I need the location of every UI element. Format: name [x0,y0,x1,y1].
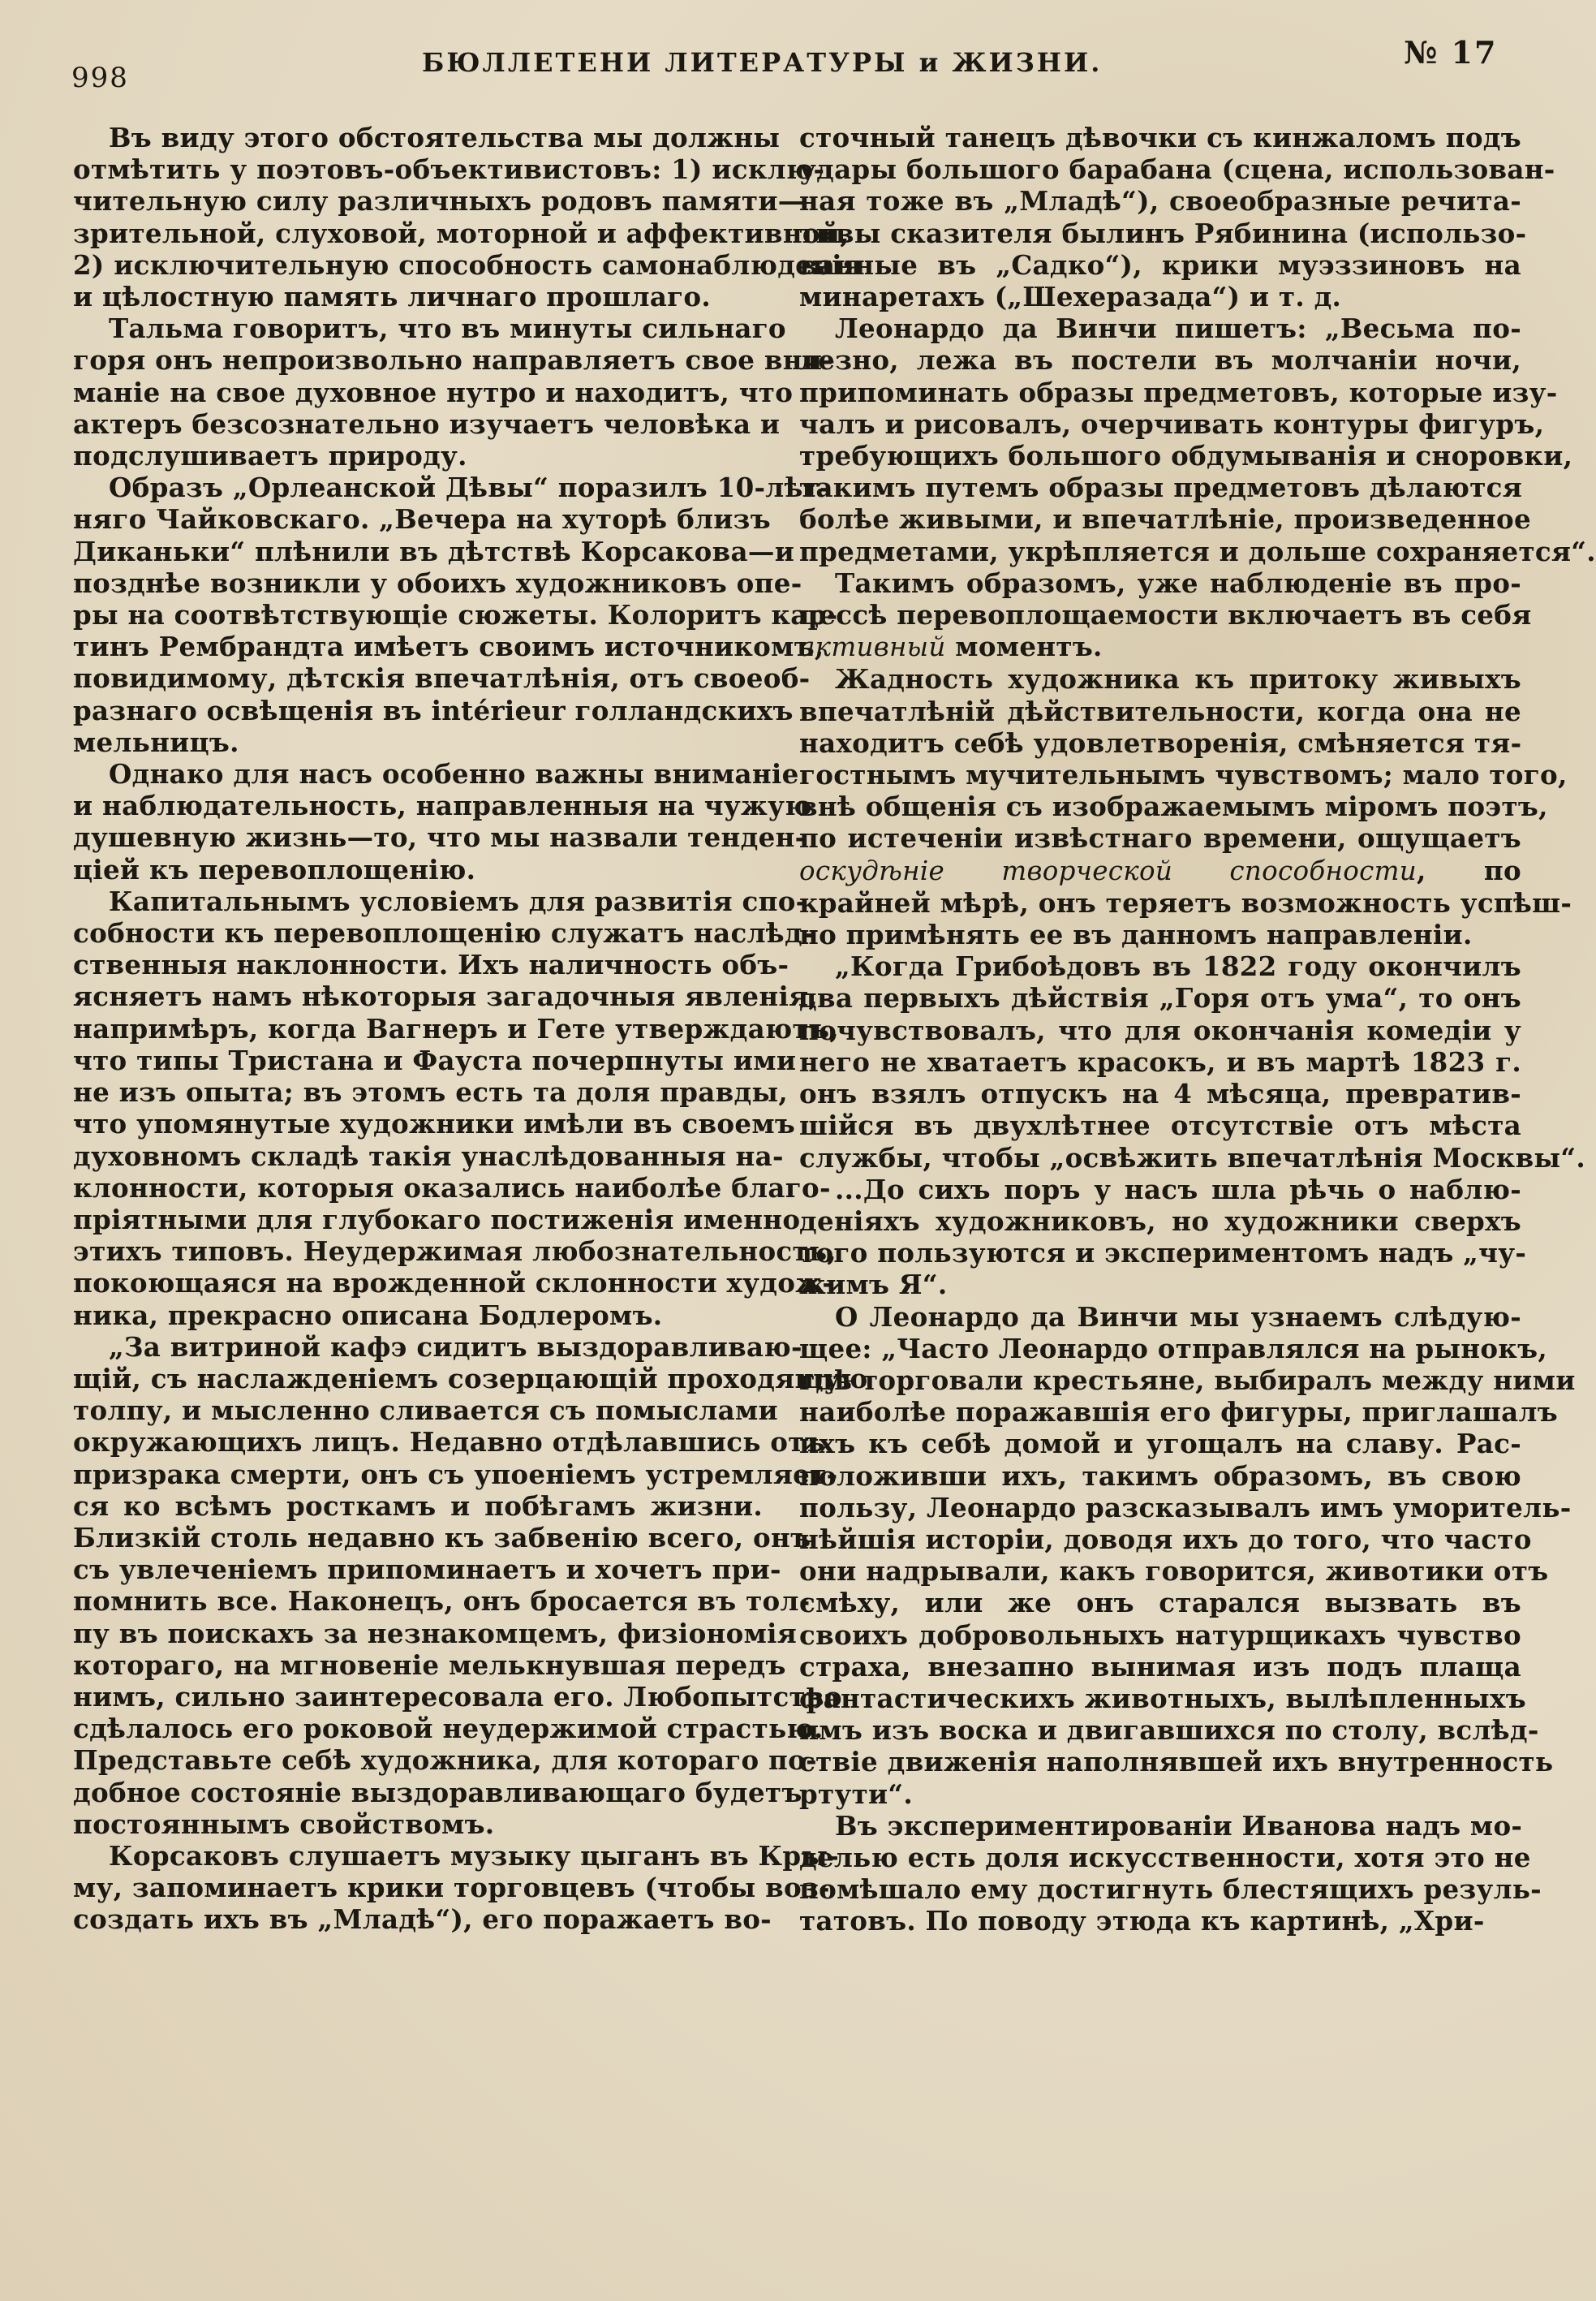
text-line: болѣе живыми, и впечатлѣніе, произведенное [799,503,1531,536]
text-line: ствіе движенія наполнявшей ихъ внутренность [799,1746,1554,1778]
text-line: тивы сказителя былинъ Рябинина (использо- [799,217,1527,249]
text-line: требующихъ большого обдумыванія и сноровки, [799,440,1573,472]
paragraph [799,663,1572,951]
text-line: му, запоминаетъ крики торговцевъ (чтобы воз- [73,1872,830,1904]
text-line: щее: „Часто Леонардо отправлялся на рынокъ, [799,1332,1547,1364]
text-line: покоющаяся на врожденной склонности худож- [73,1267,834,1299]
text-line: постояннымъ свойствомъ. [73,1808,495,1840]
text-line: что типы Тристана и Фауста почерпнуты ими [73,1044,797,1076]
text-line: ...До сихъ поръ у насъ шла рѣчь о наблю- [835,1173,1521,1205]
text-line: минаретахъ („Шехеразада“) и т. д. [799,281,1342,313]
text-line: деніяхъ художниковъ, но художники сверхъ [799,1204,1521,1237]
text-line: что упомянутые художники имѣли въ своемъ [73,1108,796,1140]
text-line: своихъ добровольныхъ натурщикахъ чувство [799,1618,1521,1651]
text-line: ника, прекрасно описана Бодлеромъ. [73,1299,663,1331]
text-line: ясняетъ намъ нѣкоторыя загадочныя явленія, [73,980,819,1013]
text-line: помѣшало ему достигнуть блестящихъ резуль- [799,1873,1542,1906]
text-line: этихъ типовъ. Неудержимая любознательность, [73,1235,837,1268]
text-line: тинъ Рембрандта имѣетъ своимъ источникомъ, [73,631,824,663]
text-line: помнить все. Наконецъ, онъ бросается въ тол- [73,1585,811,1618]
text-line: пользу, Леонардо разсказывалъ имъ уморитель- [799,1491,1572,1523]
text-line: зрительной, слуховой, моторной и аффективной, [73,217,850,249]
text-line: клонности, которыя оказались наиболѣе благо- [73,1171,831,1204]
text-line: почувствовалъ, что для окончанія комедіи у [799,1014,1521,1046]
text-line: нѣйшія исторіи, доводя ихъ до того, что часто [799,1523,1532,1555]
text-line: ственныя наклонности. Ихъ наличность объ- [73,949,789,981]
text-line: ная тоже въ „Младѣ“), своеобразные речита- [799,185,1521,218]
text-line: сточный танецъ дѣвочки съ кинжаломъ подъ [799,122,1521,153]
text-line: татовъ. По поводу этюда къ картинѣ, „Хри- [799,1905,1485,1937]
text-line: припоминать образы предметовъ, которые изу- [799,376,1558,408]
paragraph [799,122,1555,313]
paragraph [73,122,863,313]
paragraph [73,758,812,885]
paragraph [799,1300,1576,1810]
text-line: наиболѣе поражавшія его фигуры, приглашалъ [799,1396,1558,1428]
text-line: душевную жизнь—то, что мы назвали тенден- [73,821,807,854]
text-line: оскудѣніе творческой способности, по [799,854,1521,886]
paragraph [73,885,839,1331]
text-line: гостнымъ мучительнымъ чувствомъ; мало того, [799,759,1568,791]
text-line: нимъ, сильно заинтересовала его. Любопытство [73,1680,842,1713]
text-line: ихъ къ себѣ домой и угощалъ на славу. Рас- [799,1428,1521,1460]
paragraph [799,567,1532,664]
text-line: фантастическихъ животныхъ, вылѣпленныхъ [799,1682,1526,1714]
text-line: того пользуются и экспериментомъ надъ „чу- [799,1237,1527,1269]
text-line: Однако для насъ особенно важны вниманіе [109,758,799,791]
text-line: котораго, на мгновеніе мелькнувшая передъ [73,1648,786,1681]
text-line: разнаго освѣщенія въ intérieur голландскихъ [73,694,794,726]
page-number: 998 [71,62,129,94]
text-line: но примѣнять ее въ данномъ направленіи. [799,919,1473,951]
text-line: Образъ „Орлеанской Дѣвы“ поразилъ 10-лѣт- [109,472,831,504]
text-line: они надрывали, какъ говорится, животики отъ [799,1555,1549,1588]
text-line: няго Чайковскаго. „Вечера на хуторѣ близъ [73,503,771,536]
text-line: чительную силу различныхъ родовъ памяти— [73,185,805,218]
text-line: позднѣе возникли у обоихъ художниковъ опе- [73,567,802,599]
right-column [799,122,1596,2281]
text-line: положивши ихъ, такимъ образомъ, въ свою [799,1459,1521,1492]
text-line: ры на соотвѣтствующіе сюжеты. Колоритъ кар- [73,599,838,631]
text-line: службы, чтобы „освѣжить впечатлѣнія Москвы“. [799,1141,1585,1174]
text-line: ся ко всѣмъ росткамъ и побѣгамъ жизни. [73,1489,763,1522]
text-line: Капитальнымъ условіемъ для развитія спо- [109,885,807,917]
text-line: актеръ безсознательно изучаетъ человѣка и [73,407,781,440]
text-line: добное состояніе выздоравливающаго будетъ [73,1776,802,1808]
page-header [0,23,1581,94]
text-line: делью есть доля искусственности, хотя это не [799,1841,1531,1873]
issue-number: № 17 [1404,34,1498,71]
text-line: и цѣлостную память личнаго прошлаго. [73,281,711,313]
text-line: Леонардо да Винчи пишетъ: „Весьма по- [835,312,1521,345]
text-line: чалъ и рисовалъ, очерчивать контуры фигуръ, [799,407,1545,440]
text-line: удары большого барабана (сцена, использован- [799,153,1555,186]
paragraph [799,950,1585,1174]
text-line: Корсаковъ слушаетъ музыку цыганъ въ Кры- [109,1839,840,1872]
text-line: повидимому, дѣтскія впечатлѣнія, отъ своеоб- [73,662,811,695]
text-line: такимъ путемъ образы предметовъ дѣлаются [799,472,1523,504]
text-line: имъ изъ воска и двигавшихся по столу, вслѣд- [799,1714,1539,1747]
text-line: создать ихъ въ „Младѣ“), его поражаетъ во- [73,1903,772,1936]
text-line: 2) исключительную способность самонаблюденія [73,248,863,281]
text-line: призрака смерти, онъ съ упоеніемъ устремляет- [73,1458,838,1490]
paragraph [73,1839,840,1936]
text-line: предметами, укрѣпляется и дольше сохраняется“. [799,535,1596,567]
text-line: не изъ опыта; въ этомъ есть та доля правды, [73,1076,789,1109]
text-line: Диканьки“ плѣнили въ дѣтствѣ Корсакова—и [73,535,795,567]
text-line: Представьте себѣ художника, для котораго по- [73,1744,817,1777]
text-line: крайней мѣрѣ, онъ теряетъ возможность успѣш- [799,886,1572,919]
paragraph [73,312,834,472]
text-line: и наблюдательность, направленныя на чужую [73,790,812,822]
text-line: Въ виду этого обстоятельства мы должны [109,122,781,153]
text-line: пу въ поискахъ за незнакомцемъ, физіономія [73,1617,798,1649]
paragraph [799,1173,1527,1301]
text-line: Тальма говоритъ, что въ минуты сильнаго [109,312,786,345]
text-line: онъ взялъ отпускъ на 4 мѣсяца, превратив- [799,1078,1521,1110]
text-line: ртути“. [799,1777,914,1810]
text-line: „За витриной кафэ сидитъ выздоравливаю- [109,1330,802,1363]
text-line: собности къ перевоплощенію служатъ наслѣд- [73,917,814,950]
text-line: пріятными для глубокаго постиженія именно [73,1203,801,1235]
text-line: гдѣ торговали крестьяне, выбиралъ между ними [799,1364,1576,1396]
text-line: шійся въ двухлѣтнее отсутствіе отъ мѣста [799,1110,1521,1142]
running-title: БЮЛЛЕТЕНИ ЛИТЕРАТУРЫ и ЖИЗНИ. [422,47,1103,78]
paragraph [799,312,1596,567]
text-line: впечатлѣній дѣйствительности, когда она не [799,695,1521,727]
text-line: лезно, лежа въ постели въ молчаніи ночи, [799,344,1521,377]
text-line: толпу, и мысленно сливается съ помыслами [73,1394,778,1427]
text-line: ціей къ перевоплощенію. [73,853,476,885]
text-line: „Когда Грибоѣдовъ въ 1822 году окончилъ [835,950,1521,983]
text-line: сдѣлалось его роковой неудержимой страстью. [73,1713,824,1745]
text-line: по истеченіи извѣстнаго времени, ощущаетъ [799,822,1521,855]
text-line: отмѣтить у поэтовъ-объективистовъ: 1) исклю- [73,153,825,186]
text-line: активный моментъ. [799,631,1103,663]
text-line: жимъ Я“. [799,1269,948,1301]
text-line: цессѣ перевоплощаемости включаетъ въ себя [799,599,1532,631]
text-line: горя онъ непроизвольно направляетъ свое вни- [73,344,834,377]
text-line: Близкій столь недавно къ забвенію всего, онъ [73,1521,811,1553]
text-line: окружающихъ лицъ. Недавно отдѣлавшись отъ [73,1426,825,1459]
text-line: щій, съ наслажденіемъ созерцающій проходящую [73,1362,868,1394]
text-line: Въ экспериментированіи Иванова надъ мо- [835,1809,1523,1842]
text-line: напримѣръ, когда Вагнеръ и Гете утверждаютъ, [73,1012,839,1045]
text-line: духовномъ складѣ такія унаслѣдованныя на- [73,1140,784,1172]
text-line: Жадность художника къ притоку живыхъ [835,663,1521,696]
paragraph [799,1809,1542,1937]
text-line: находитъ себѣ удовлетворенія, смѣняется тя- [799,726,1522,759]
text-line: внѣ общенія съ изображаемымъ міромъ поэтъ, [799,791,1548,823]
text-line: маніе на свое духовное нутро и находитъ, что [73,376,794,408]
paragraph [73,472,838,758]
text-line: мельницъ. [73,726,239,758]
text-line: ванные въ „Садко“), крики муэззиновъ на [799,248,1521,281]
text-line: съ увлеченіемъ припоминаетъ и хочетъ при- [73,1553,781,1586]
text-line: него не хватаетъ красокъ, и въ мартѣ 1823 г. [799,1045,1521,1078]
text-line: О Леонардо да Винчи мы узнаемъ слѣдую- [835,1300,1521,1333]
text-line: Такимъ образомъ, уже наблюденіе въ про- [835,567,1521,599]
text-line: два первыхъ дѣйствія „Горя отъ ума“, то онъ [799,982,1521,1015]
text-line: страха, внезапно вынимая изъ подъ плаща [799,1650,1521,1683]
text-line: смѣху, или же онъ старался вызвать въ [799,1587,1521,1619]
text-line: подслушиваетъ природу. [73,440,467,472]
